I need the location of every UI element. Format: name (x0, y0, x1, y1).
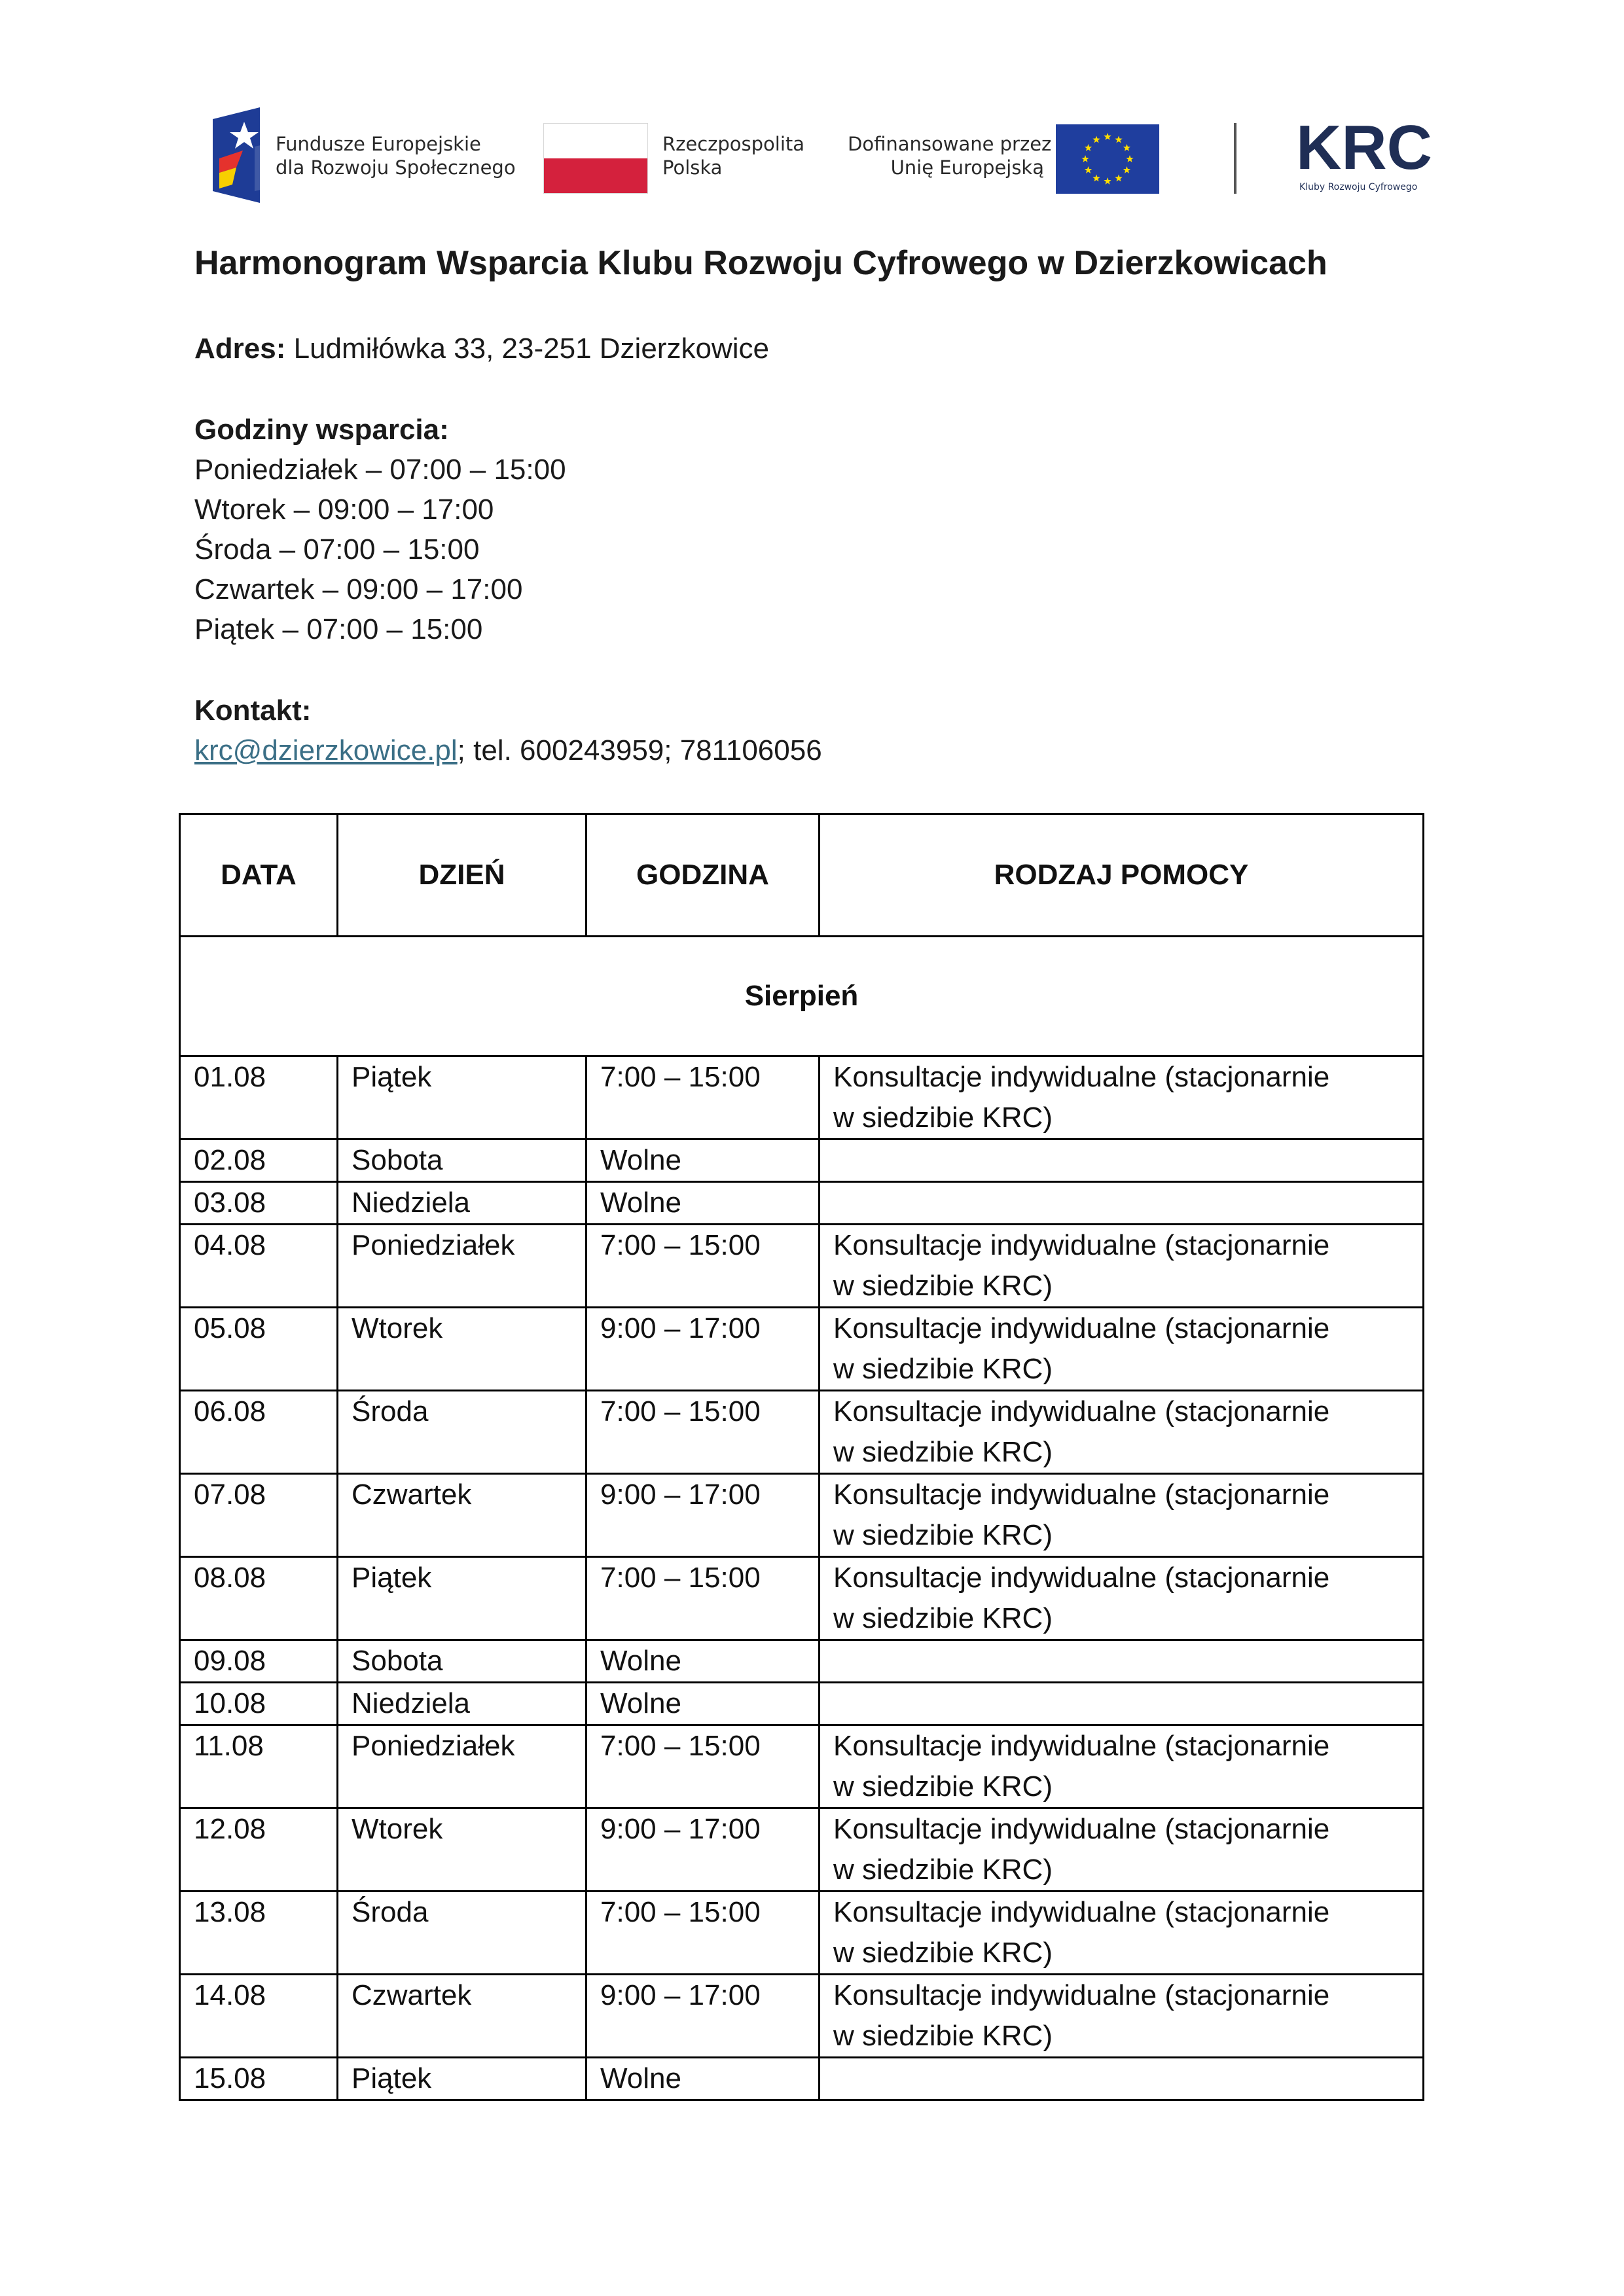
help-type-line: Konsultacje indywidualne (stacjonarnie (833, 1479, 1330, 1511)
day-cell: Sobota (338, 1139, 586, 1182)
table-row (180, 1474, 1424, 1557)
date-cell: 14.08 (180, 1975, 338, 2058)
date-cell: 02.08 (180, 1139, 338, 1182)
date-cell: 06.08 (180, 1391, 338, 1474)
date-cell: 11.08 (180, 1725, 338, 1808)
help-type-cell (820, 1139, 1424, 1182)
table-row (180, 1056, 1424, 1139)
day-cell: Czwartek (338, 1975, 586, 2058)
date-cell: 07.08 (180, 1474, 338, 1557)
day-cell: Poniedziałek (338, 1725, 586, 1808)
help-type-line: Konsultacje indywidualne (stacjonarnie (833, 1395, 1330, 1427)
contact-line (194, 734, 822, 767)
help-type-line: Konsultacje indywidualne (stacjonarnie (833, 1813, 1330, 1845)
page-title: Harmonogram Wsparcia Klubu Rozwoju Cyfrowego w Dzierzkowicach (194, 244, 1327, 282)
hours-line: Wtorek – 09:00 – 17:00 (194, 493, 494, 526)
help-type-cell (820, 1725, 1424, 1808)
time-cell: 7:00 – 15:00 (586, 1391, 820, 1474)
rp-logo-line: Polska (662, 156, 723, 179)
date-cell: 08.08 (180, 1557, 338, 1640)
help-type-cell (820, 1557, 1424, 1640)
day-cell: Niedziela (338, 1683, 586, 1725)
fe-logo (213, 105, 540, 209)
day-cell: Piątek (338, 1056, 586, 1139)
eu-star (1104, 177, 1111, 185)
table-row (180, 1683, 1424, 1725)
help-type-line: w siedzibie KRC) (833, 1854, 1053, 1886)
help-type-line: w siedzibie KRC) (833, 1937, 1053, 1969)
day-cell: Poniedziałek (338, 1225, 586, 1308)
month-label: Sierpień (180, 937, 1424, 1056)
table-row (180, 1139, 1424, 1182)
day-cell: Sobota (338, 1640, 586, 1683)
help-type-line: Konsultacje indywidualne (stacjonarnie (833, 1229, 1330, 1261)
table-row (180, 1225, 1424, 1308)
eu-star (1126, 155, 1133, 162)
rp-logo-line: Rzeczpospolita (662, 133, 805, 155)
time-cell: 9:00 – 17:00 (586, 1474, 820, 1557)
address-line (194, 332, 769, 365)
help-type-line: w siedzibie KRC) (833, 1602, 1053, 1634)
help-type-line: Konsultacje indywidualne (stacjonarnie (833, 1061, 1330, 1093)
help-type-cell (820, 1975, 1424, 2058)
day-cell: Niedziela (338, 1182, 586, 1225)
help-type-cell (820, 1225, 1424, 1308)
day-cell: Środa (338, 1892, 586, 1975)
eu-star (1085, 166, 1092, 173)
hours-label: Godziny wsparcia: (194, 414, 449, 446)
table-row (180, 1975, 1424, 2058)
help-type-line: w siedzibie KRC) (833, 1270, 1053, 1302)
day-cell: Piątek (338, 2058, 586, 2100)
date-cell: 10.08 (180, 1683, 338, 1725)
time-cell: 7:00 – 15:00 (586, 1725, 820, 1808)
date-cell: 15.08 (180, 2058, 338, 2100)
eu-star (1104, 133, 1111, 140)
logo-header (213, 105, 1443, 209)
date-cell: 12.08 (180, 1808, 338, 1892)
time-cell: 7:00 – 15:00 (586, 1225, 820, 1308)
time-cell: 9:00 – 17:00 (586, 1975, 820, 2058)
krc-logo-subtitle: Kluby Rozwoju Cyfrowego (1299, 182, 1418, 192)
hours-line: Czwartek – 09:00 – 17:00 (194, 573, 523, 605)
contact-label: Kontakt: (194, 694, 312, 726)
hours-line: Piątek – 07:00 – 15:00 (194, 613, 483, 645)
polish-flag-icon (543, 123, 648, 194)
help-type-line: Konsultacje indywidualne (stacjonarnie (833, 1896, 1330, 1928)
rp-logo-text (662, 132, 804, 179)
table-row (180, 1640, 1424, 1683)
table-row (180, 1808, 1424, 1892)
fe-logo-text (276, 132, 516, 179)
eu-star (1123, 166, 1130, 173)
eu-star (1123, 144, 1130, 151)
help-type-cell (820, 1308, 1424, 1391)
eu-star (1115, 136, 1122, 143)
help-type-line: Konsultacje indywidualne (stacjonarnie (833, 1562, 1330, 1594)
day-cell: Czwartek (338, 1474, 586, 1557)
ue-logo-text (848, 132, 1052, 179)
table-row (180, 1557, 1424, 1640)
help-type-line: Konsultacje indywidualne (stacjonarnie (833, 1312, 1330, 1344)
address-value: Ludmiłówka 33, 23-251 Dzierzkowice (285, 332, 769, 365)
ue-logo (848, 105, 1162, 209)
help-type-line: w siedzibie KRC) (833, 1353, 1053, 1385)
time-cell: 7:00 – 15:00 (586, 1056, 820, 1139)
eu-star (1081, 155, 1089, 162)
help-type-cell (820, 1640, 1424, 1683)
ue-logo-line: Unię Europejską (890, 156, 1044, 179)
help-type-line: w siedzibie KRC) (833, 1436, 1053, 1468)
eu-flag-icon (1056, 124, 1159, 194)
time-cell: Wolne (586, 1640, 820, 1683)
email-link[interactable]: krc@dzierzkowice.pl (194, 734, 458, 766)
time-cell: 9:00 – 17:00 (586, 1808, 820, 1892)
table-header-row (180, 814, 1424, 937)
help-type-cell (820, 1056, 1424, 1139)
table-row (180, 1391, 1424, 1474)
day-cell: Piątek (338, 1557, 586, 1640)
help-type-cell (820, 1391, 1424, 1474)
fe-logo-line: Fundusze Europejskie (276, 133, 481, 155)
fe-flag-icon (213, 107, 266, 203)
krc-logo-icon (1296, 120, 1434, 173)
time-cell: Wolne (586, 1683, 820, 1725)
help-type-cell (820, 2058, 1424, 2100)
schedule-table (179, 813, 1424, 2101)
help-type-line: w siedzibie KRC) (833, 1519, 1053, 1551)
table-row (180, 1182, 1424, 1225)
date-cell: 09.08 (180, 1640, 338, 1683)
header-day: DZIEŃ (338, 814, 586, 937)
ue-logo-line: Dofinansowane przez (848, 133, 1052, 155)
day-cell: Środa (338, 1391, 586, 1474)
fe-logo-line: dla Rozwoju Społecznego (276, 156, 516, 179)
eu-star (1115, 174, 1122, 181)
day-cell: Wtorek (338, 1308, 586, 1391)
hours-line: Poniedziałek – 07:00 – 15:00 (194, 454, 566, 486)
help-type-cell (820, 1474, 1424, 1557)
hours-line: Środa – 07:00 – 15:00 (194, 533, 480, 565)
krc-logo-word: KRC (1296, 120, 1432, 173)
time-cell: 9:00 – 17:00 (586, 1308, 820, 1391)
rp-logo (543, 105, 805, 209)
header-date: DATA (180, 814, 338, 937)
help-type-line: w siedzibie KRC) (833, 2020, 1053, 2052)
help-type-cell (820, 1892, 1424, 1975)
help-type-cell (820, 1808, 1424, 1892)
month-row (180, 937, 1424, 1056)
date-cell: 01.08 (180, 1056, 338, 1139)
help-type-cell (820, 1683, 1424, 1725)
help-type-line: Konsultacje indywidualne (stacjonarnie (833, 1979, 1330, 2011)
header-help-type: RODZAJ POMOCY (820, 814, 1424, 937)
phone-numbers: ; tel. 600243959; 781106056 (457, 734, 822, 766)
address-label: Adres: (194, 332, 286, 365)
table-row (180, 2058, 1424, 2100)
eu-star (1092, 174, 1100, 181)
time-cell: Wolne (586, 2058, 820, 2100)
day-cell: Wtorek (338, 1808, 586, 1892)
time-cell: 7:00 – 15:00 (586, 1557, 820, 1640)
help-type-line: w siedzibie KRC) (833, 1770, 1053, 1803)
table-row (180, 1308, 1424, 1391)
date-cell: 05.08 (180, 1308, 338, 1391)
table-row (180, 1892, 1424, 1975)
help-type-line: Konsultacje indywidualne (stacjonarnie (833, 1730, 1330, 1762)
date-cell: 03.08 (180, 1182, 338, 1225)
logo-separator (1234, 123, 1236, 194)
time-cell: Wolne (586, 1139, 820, 1182)
time-cell: Wolne (586, 1182, 820, 1225)
date-cell: 13.08 (180, 1892, 338, 1975)
time-cell: 7:00 – 15:00 (586, 1892, 820, 1975)
table-row (180, 1725, 1424, 1808)
help-type-cell (820, 1182, 1424, 1225)
header-time: GODZINA (586, 814, 820, 937)
help-type-line: w siedzibie KRC) (833, 1102, 1053, 1134)
date-cell: 04.08 (180, 1225, 338, 1308)
eu-star (1085, 144, 1092, 151)
eu-star (1092, 136, 1100, 143)
